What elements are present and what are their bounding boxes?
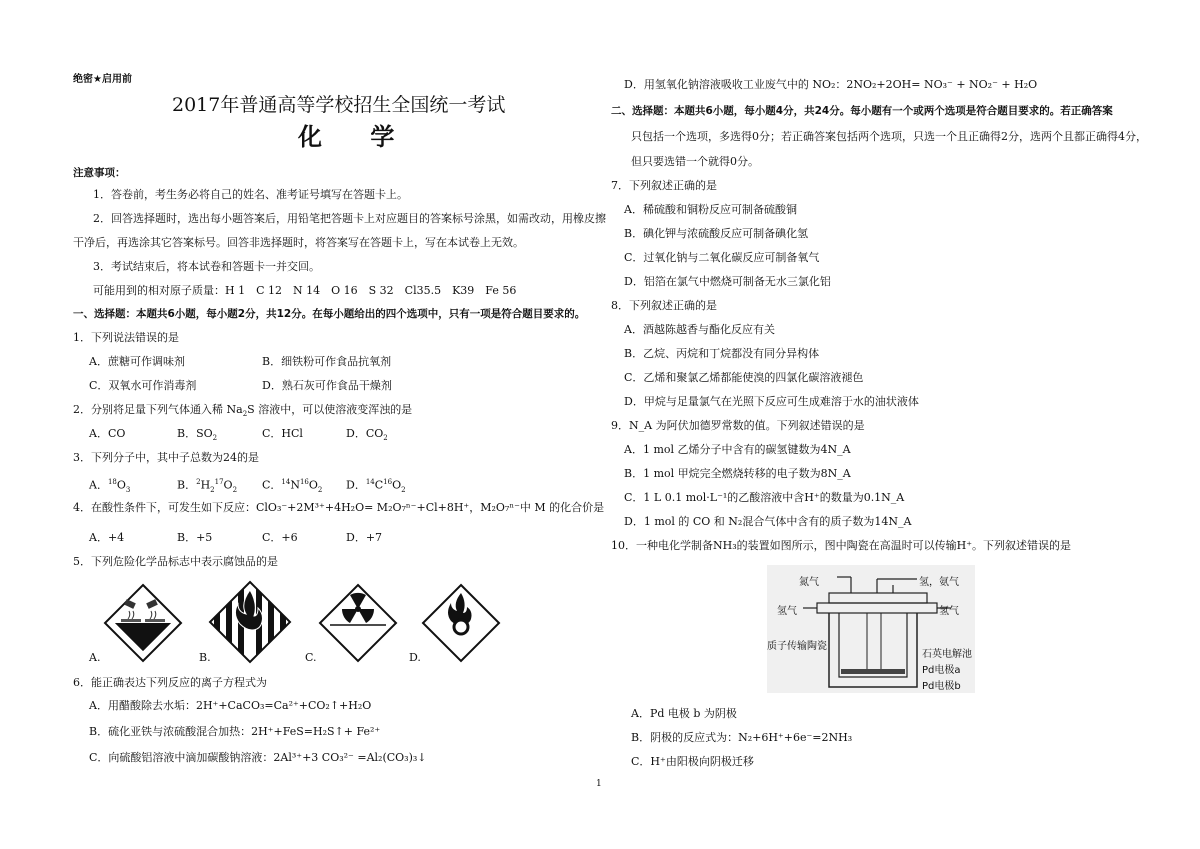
q2-stem: 2．分别将足量下列气体通入稀 $Na_2S$ 溶液中，可以使溶液变浑浊的是	[73, 403, 413, 419]
q10-stem: 10．一种电化学制备NH₃的装置如图所示，图中陶瓷在高温时可以传输H⁺。下列叙述错误的是	[611, 539, 1072, 552]
q6-stem: 6．能正确表达下列反应的离子方程式为	[73, 676, 267, 689]
q9-stem: 9．N_A 为阿伏加德罗常数的值。下列叙述错误的是	[611, 419, 865, 432]
q6-option-d: D．用氢氧化钠溶液吸收工业废气中的 NO₂：2NO₂+2OH= NO₃⁻ + NO₂⁻ + H₂O	[624, 78, 1038, 91]
q2-option-a: A．CO	[89, 427, 126, 440]
electrolysis-cell-diagram	[767, 565, 975, 693]
section-2-heading: 二、选择题：本题共6小题，每小题4分，共24分。每小题有一个或两个选项是符合题目要求的。若正确答案	[611, 105, 1113, 117]
q7-option-d: D．铝箔在氯气中燃烧可制备无水三氯化铝	[624, 275, 831, 288]
label-pd-a: Pd电极a	[922, 665, 961, 676]
q4-option-a: A．+4	[89, 531, 125, 544]
q7-option-a: A．稀硫酸和铜粉反应可制备硫酸铜	[624, 203, 797, 216]
q3-option-b: B．$^2H_2^{17}O_2$	[177, 478, 238, 494]
section-2-line-2: 只包括一个选项，多选得0分；若正确答案包括两个选项，只选一个且正确得2分，选两个且都正确得4分，	[631, 130, 1147, 143]
q4-option-c: C．+6	[262, 531, 298, 544]
q7-option-b: B．碘化钾与浓硫酸反应可制备碘化氢	[624, 227, 809, 240]
q8-option-c: C．乙烯和聚氯乙烯都能使溴的四氯化碳溶液褪色	[624, 371, 864, 384]
notice-heading: 注意事项：	[73, 167, 126, 179]
label-h2-out: 氢气	[939, 606, 959, 617]
label-n2-in: 氮气	[799, 577, 819, 588]
q1-option-a: A．蔗糖可作调味剂	[89, 355, 185, 368]
q1-option-d: D．熟石灰可作食品干燥剂	[262, 379, 392, 392]
q9-option-b: B．1 mol 甲烷完全燃烧转移的电子数为8N_A	[624, 467, 851, 480]
label-pd-b: Pd电极b	[922, 681, 961, 692]
notice-item-3: 3．考试结束后，将本试卷和答题卡一并交回。	[93, 260, 320, 273]
q2-option-b: B．$SO_2$	[177, 427, 218, 443]
corrosive-symbol	[103, 583, 183, 663]
notice-item-1: 1．答卷前，考生务必将自己的姓名、准考证号填写在答题卡上。	[93, 188, 408, 201]
exam-title: 2017年普通高等学校招生全国统一考试	[172, 94, 506, 116]
q2-option-c: C．HCl	[262, 427, 303, 440]
q5-option-a: A.	[89, 651, 101, 664]
q1-option-c: C．双氧水可作消毒剂	[89, 379, 197, 392]
q10-option-b: B．阴极的反应式为：N₂+6H⁺+6e⁻=2NH₃	[631, 731, 853, 744]
q10-option-a: A．Pd 电极 b 为阴极	[631, 707, 737, 720]
notice-item-2: 2．回答选择题时，选出每小题答案后，用铅笔把答题卡上对应题目的答案标号涂黑，如需改动，用橡皮擦	[93, 212, 606, 225]
q1-option-b: B．细铁粉可作食品抗氧剂	[262, 355, 392, 368]
q3-option-d: D．$^{14}C^{16}O_2$	[346, 478, 406, 494]
page-number: 1	[596, 779, 602, 789]
atomic-masses: 可能用到的相对原子质量：H 1 C 12 N 14 O 16 S 32 Cl35.5 K39 Fe 56	[93, 284, 517, 297]
q9-option-c: C．1 L 0.1 mol·L⁻¹的乙酸溶液中含H⁺的数量为0.1N_A	[624, 491, 905, 504]
q8-option-d: D．甲烷与足量氯气在光照下反应可生成难溶于水的油状液体	[624, 395, 919, 408]
q7-option-c: C．过氧化钠与二氧化碳反应可制备氧气	[624, 251, 820, 264]
label-h2-in: 氢气	[777, 606, 797, 617]
q5-stem: 5．下列危险化学品标志中表示腐蚀品的是	[73, 555, 278, 568]
label-quartz-cell: 石英电解池	[922, 649, 972, 660]
q3-option-a: A．$^{18}O_3$	[89, 478, 131, 494]
section-2-line-3: 但只要选错一个就得0分。	[631, 155, 759, 168]
radioactive-symbol	[318, 583, 398, 663]
q2-option-d: D．$CO_2$	[346, 427, 388, 443]
q9-option-a: A．1 mol 乙烯分子中含有的碳氢键数为4N_A	[624, 443, 851, 456]
oxidizer-symbol	[421, 583, 501, 663]
q8-stem: 8．下列叙述正确的是	[611, 299, 717, 312]
q4-stem: 4．在酸性条件下，可发生如下反应：ClO₃⁻+2M³⁺+4H₂O= M₂O₇ⁿ⁻+Cl+8H⁺，M₂O₇ⁿ⁻中 M 的化合价是	[73, 501, 605, 514]
q8-option-b: B．乙烷、丙烷和丁烷都没有同分异构体	[624, 347, 820, 360]
q8-option-a: A．酒越陈越香与酯化反应有关	[624, 323, 775, 336]
q1-stem: 1．下列说法错误的是	[73, 331, 179, 344]
q6-option-a: A．用醋酸除去水垢：2H⁺+CaCO₃=Ca²⁺+CO₂↑+H₂O	[89, 699, 372, 712]
q5-option-b: B.	[199, 651, 211, 664]
confidential-label: 绝密★启用前	[73, 74, 132, 85]
q7-stem: 7．下列叙述正确的是	[611, 179, 717, 192]
q6-option-c: C．向硫酸铝溶液中滴加碳酸钠溶液：2Al³⁺+3 CO₃²⁻ =Al₂(CO₃)₃↓	[89, 751, 427, 764]
q6-option-b: B．硫化亚铁与浓硫酸混合加热：2H⁺+FeS=H₂S↑+ Fe²⁺	[89, 725, 381, 738]
q5-option-c: C.	[305, 651, 317, 664]
notice-item-2-cont: 干净后，再选涂其它答案标号。回答非选择题时，将答案写在答题卡上，写在本试卷上无效。	[73, 236, 524, 249]
q10-option-c: C．H⁺由阳极向阴极迁移	[631, 755, 754, 768]
q9-option-d: D．1 mol 的 CO 和 N₂混合气体中含有的质子数为14N_A	[624, 515, 912, 528]
q3-option-c: C．$^{14}N^{16}O_2$	[262, 478, 323, 494]
q5-option-d: D.	[409, 651, 421, 664]
q4-option-d: D．+7	[346, 531, 383, 544]
q3-stem: 3．下列分子中，其中子总数为24的是	[73, 451, 259, 464]
label-gas-out: 氢，氨气	[919, 577, 959, 588]
section-1-heading: 一、选择题：本题共6小题，每小题2分，共12分。在每小题给出的四个选项中，只有一项是符合题目要求的。	[73, 308, 586, 320]
explosive-striped-symbol	[208, 580, 292, 664]
label-ceramic: 质子传输陶瓷	[767, 641, 827, 652]
subject-title: 化 学	[298, 123, 415, 151]
q4-option-b: B．+5	[177, 531, 213, 544]
